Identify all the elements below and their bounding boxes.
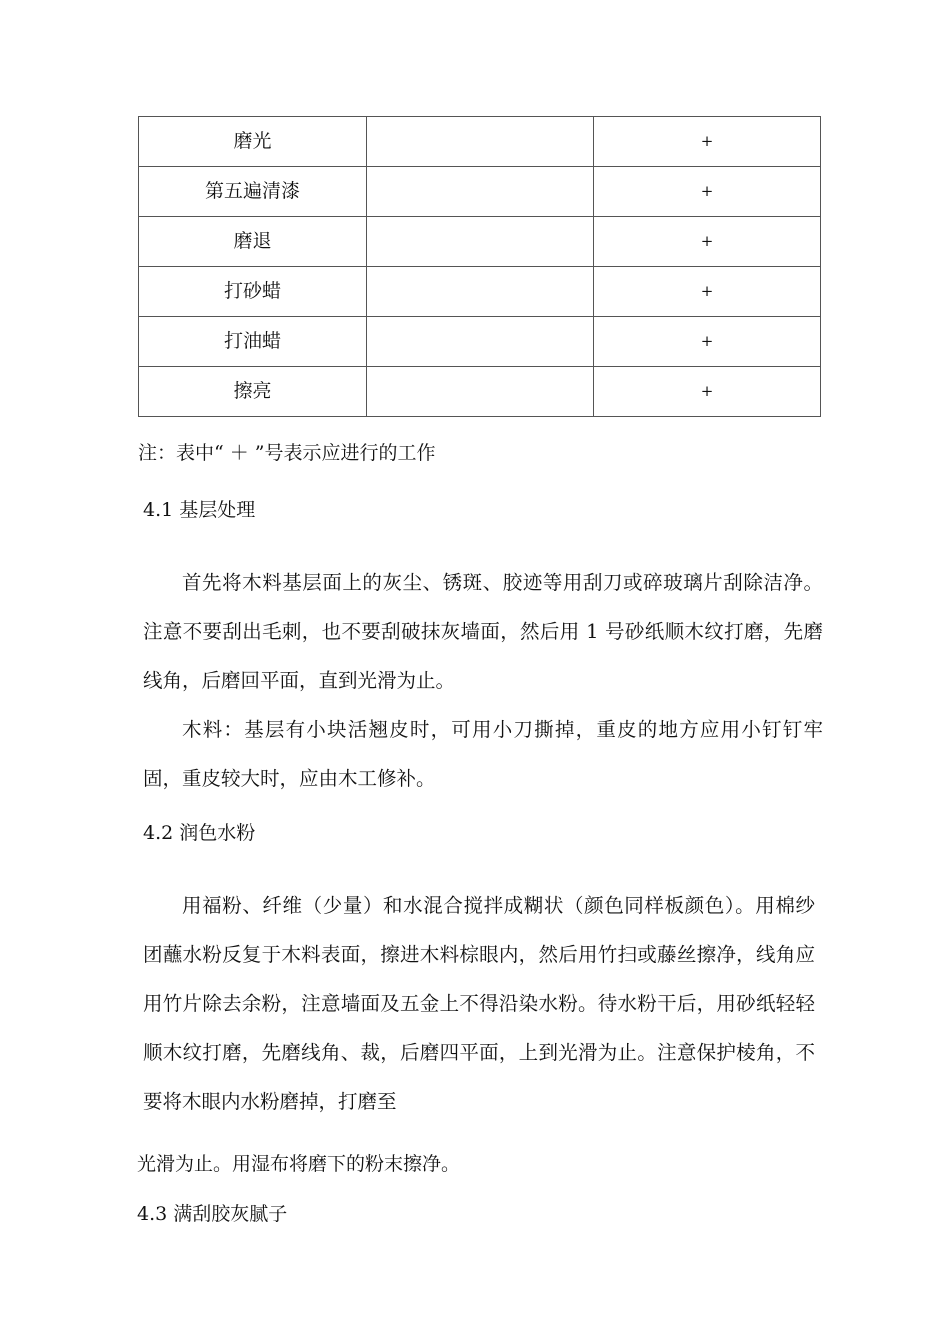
table-row bbox=[139, 217, 821, 267]
table-cell-step: 打油蜡 bbox=[139, 317, 367, 367]
table-cell-step: 打砂蜡 bbox=[139, 267, 367, 317]
table-row bbox=[139, 267, 821, 317]
table-cell-mark: + bbox=[594, 217, 821, 267]
paragraph-wood-repair: 木料：基层有小块活翘皮时，可用小刀撕掉，重皮的地方应用小钉钉牢固，重皮较大时，应由木工修补。 bbox=[143, 718, 823, 790]
paragraph-base-treatment: 首先将木料基层面上的灰尘、锈斑、胶迹等用刮刀或碎玻璃片刮除洁净。注意不要刮出毛刺，也不要刮破抹灰墙面，然后用 1 号砂纸顺木纹打磨，先磨线角，后磨回平面，直到光滑为止。 bbox=[143, 571, 823, 692]
table-row bbox=[139, 317, 821, 367]
table-cell-empty bbox=[367, 117, 594, 167]
table-cell-empty bbox=[367, 217, 594, 267]
table-cell-step: 磨光 bbox=[139, 117, 367, 167]
table-cell-empty bbox=[367, 167, 594, 217]
paragraph-continuation: 光滑为止。用湿布将磨下的粉末擦净。 bbox=[137, 1153, 461, 1175]
table-row bbox=[139, 367, 821, 417]
table-cell-mark: + bbox=[594, 267, 821, 317]
section-heading-4-3: 4.3 满刮胶灰腻子 bbox=[137, 1203, 288, 1225]
section-heading-4-1: 4.1 基层处理 bbox=[143, 499, 256, 521]
table-cell-step: 第五遍清漆 bbox=[139, 167, 367, 217]
table-row bbox=[139, 117, 821, 167]
table-cell-empty bbox=[367, 267, 594, 317]
table-cell-mark: + bbox=[594, 167, 821, 217]
section-heading-4-2: 4.2 润色水粉 bbox=[143, 822, 256, 844]
table-row bbox=[139, 167, 821, 217]
table-cell-empty bbox=[367, 317, 594, 367]
process-table bbox=[138, 116, 821, 417]
table-cell-mark: + bbox=[594, 317, 821, 367]
table-cell-mark: + bbox=[594, 117, 821, 167]
table-cell-step: 磨退 bbox=[139, 217, 367, 267]
table-note: 注：表中“ ＋ ”号表示应进行的工作 bbox=[138, 442, 436, 464]
table-cell-step: 擦亮 bbox=[139, 367, 367, 417]
paragraph-water-stain: 用福粉、纤维（少量）和水混合搅拌成糊状（颜色同样板颜色）。用棉纱团蘸水粉反复于木料表面，擦进木料棕眼内，然后用竹扫或藤丝擦净，线角应用竹片除去余粉，注意墙面及五金上不得沿染水粉。待水粉干后，用砂纸轻轻顺木纹打磨，先磨线角、裁，后磨四平面，上到光滑为止。注意保护棱角，不要将木眼内水粉磨掉，打磨至 bbox=[143, 894, 815, 1113]
table-cell-mark: + bbox=[594, 367, 821, 417]
table-cell-empty bbox=[367, 367, 594, 417]
